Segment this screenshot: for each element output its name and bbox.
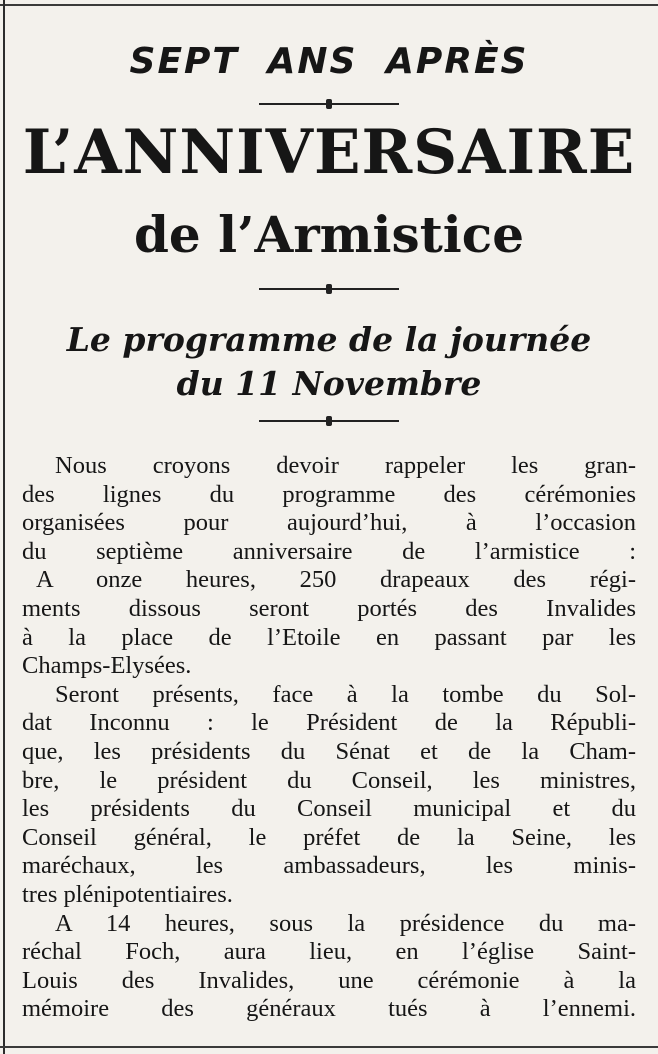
top-rule <box>0 4 658 6</box>
article-line: Nous croyons devoir rappeler les gran- <box>55 452 636 479</box>
article-line: Conseil général, le préfet de la Seine, les <box>22 823 636 851</box>
article-line: Louis des Invalides, une cérémonie à la <box>22 966 636 994</box>
ornament-divider-3 <box>259 416 399 426</box>
article-line: dat Inconnu : le Président de la Républi- <box>22 709 636 737</box>
bottom-rule <box>0 1046 658 1048</box>
article-line: réchal Foch, aura lieu, en l’église Saint- <box>22 938 636 966</box>
article-line: du septième anniversaire de l’armistice : <box>22 537 636 565</box>
kicker-headline: SEPT ANS APRÈS <box>129 41 529 82</box>
article-line: organisées pour aujourd’hui, à l’occasion <box>22 509 636 537</box>
article-line: A onze heures, 250 drapeaux des régi- <box>36 566 636 594</box>
article-line: à la place de l’Etoile en passant par les <box>22 623 636 651</box>
article-line: Seront présents, face à la tombe du Sol- <box>55 680 636 708</box>
article-line: mémoire des généraux tués à l’ennemi. <box>22 995 636 1023</box>
article-line: bre, le président du Conseil, les ministres, <box>22 766 636 794</box>
deck-line: Le programme de la journée <box>66 320 592 359</box>
article-line: Champs-Elysées. <box>22 652 192 680</box>
article-line: que, les présidents du Sénat et de la Cham- <box>22 737 636 765</box>
article-line: A 14 heures, sous la présidence du ma- <box>55 909 636 937</box>
article-line: les présidents du Conseil municipal et du <box>22 795 636 823</box>
article-line: des lignes du programme des cérémonies <box>22 480 636 508</box>
ornament-divider-2 <box>259 284 399 294</box>
article-line: ments dissous seront portés des Invalides <box>22 594 636 622</box>
article-line: tres plénipotentiaires. <box>22 880 233 908</box>
main-headline: L’ANNIVERSAIRE <box>22 117 636 188</box>
deck-headline <box>0 318 658 406</box>
ornament-divider-1 <box>259 99 399 109</box>
deck-line: du 11 Novembre <box>176 364 482 403</box>
article-line: maréchaux, les ambassadeurs, les minis- <box>22 852 636 880</box>
sub-headline: de l’Armistice <box>133 205 525 264</box>
article-body <box>22 452 636 1024</box>
